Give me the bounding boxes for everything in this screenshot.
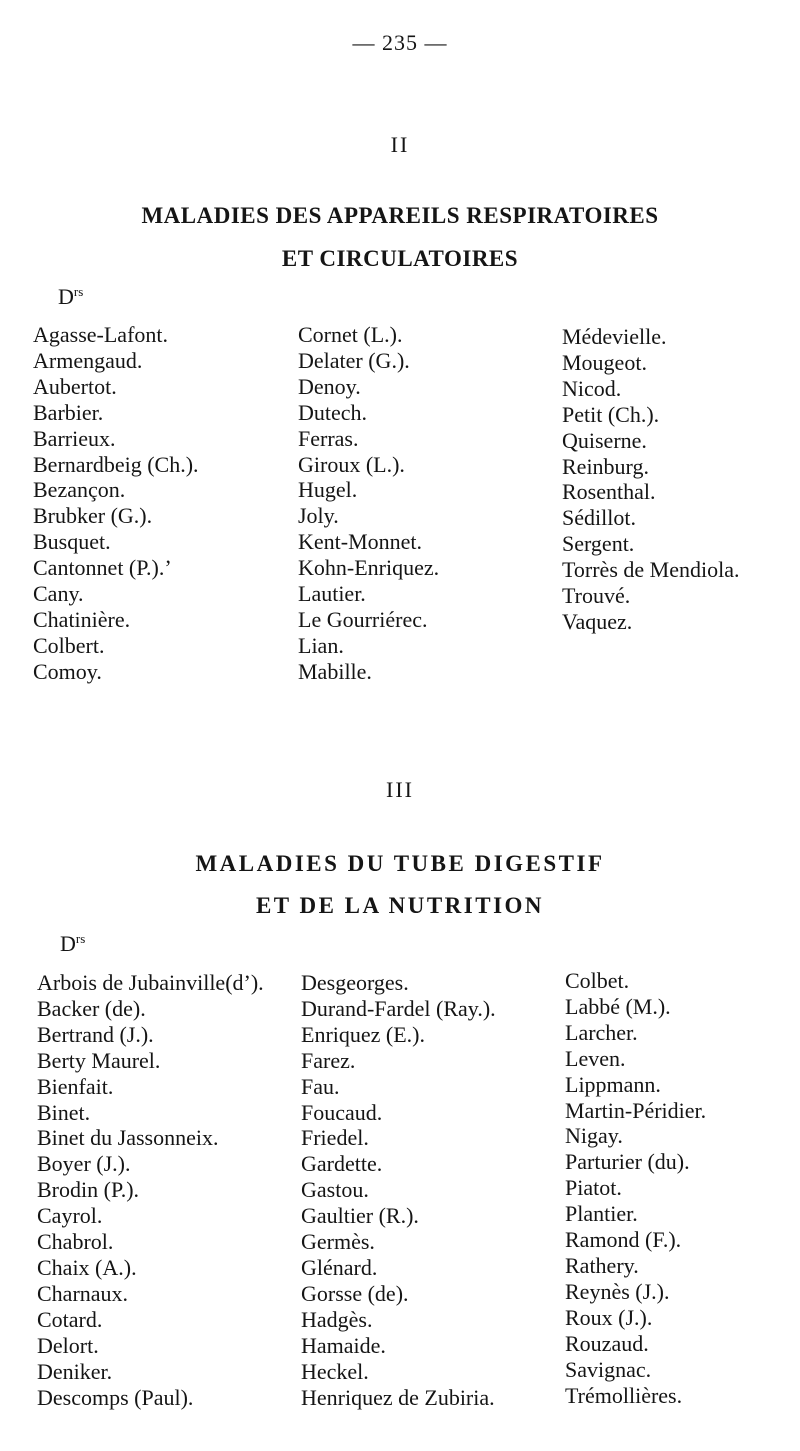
doctor-name: Agasse-Lafont. [33,322,169,347]
doctor-name: Trouvé. [562,583,631,609]
doctor-name: Hamaide. [301,1332,386,1358]
doctor-name: Roux (J.). [565,1304,653,1330]
doctor-name: Fau. [301,1073,340,1099]
doctors-label: $D^{rs}$ [60,931,86,956]
doctor-column-1 [37,970,264,1410]
doctors-label: $D^{rs}$ [58,284,84,309]
doctor-name: Rouzaud. [565,1330,649,1356]
doctor-name: Enriquez (E.). [301,1021,425,1047]
doctor-name: Glénard. [301,1254,378,1280]
doctor-name: Colbert. [33,632,105,658]
doctor-name: Torrès de Mendiola. [562,557,740,583]
doctor-name: Deniker. [37,1358,113,1384]
doctor-name: Durand-Fardel (Ray.). [301,995,496,1021]
doctor-name: Delort. [37,1332,99,1358]
doctor-name: Savignac. [565,1356,652,1382]
section-numeral: III [386,777,414,802]
doctor-name: Piatot. [565,1175,622,1201]
doctor-name: Rathery. [565,1252,639,1278]
doctor-name: Larcher. [565,1019,638,1045]
doctor-name: Ramond (F.). [565,1227,682,1253]
doctor-name: Cany. [33,581,84,607]
doctor-name: Berty Maurel. [37,1047,161,1073]
doctor-name: Cantonnet (P.).’ [33,555,172,581]
doctor-name: Desgeorges. [301,970,409,995]
doctor-name: Le Gourriérec. [298,606,428,632]
doctor-name: Dutech. [298,399,368,425]
doctor-name: Chatinière. [33,606,131,632]
section-title-line2: ET DE LA NUTRITION [255,893,545,918]
doctor-name: Delater (G.). [298,347,410,373]
doctor-name: Cornet (L.). [298,322,403,347]
doctor-name: Colbet. [565,968,630,993]
doctor-column-2 [301,970,496,1410]
doctor-name: Sédillot. [562,505,636,531]
doctor-name: Reinburg. [562,453,649,479]
doctor-name: Martin-Péridier. [565,1097,707,1123]
doctor-name: Lautier. [298,581,366,607]
doctor-name: Aubertot. [33,373,117,399]
doctor-name: Barrieux. [33,425,116,451]
doctor-name: Chaix (A.). [37,1254,137,1280]
doctor-name: Germès. [301,1229,375,1255]
doctor-name: Backer (de). [37,995,146,1021]
doctor-name: Denoy. [298,373,361,399]
doctor-name: Lippmann. [565,1071,661,1097]
doctor-name: Arbois de Jubainville(d’). [37,970,264,995]
doctor-name: Boyer (J.). [37,1151,131,1177]
doctor-name: Chabrol. [37,1229,114,1255]
doctor-name: Ferras. [298,425,359,451]
doctor-name: Kohn-Enriquez. [298,555,440,581]
doctor-name: Gastou. [301,1177,369,1203]
doctor-name: Bernardbeig (Ch.). [33,451,199,477]
doctor-name: Brubker (G.). [33,503,153,529]
doctor-name: Hadgès. [301,1306,373,1332]
doctor-name: Giroux (L.). [298,451,405,477]
doctor-name: Mabille. [298,658,372,684]
doctor-name: Médevielle. [562,324,667,349]
doctor-name: Trémollières. [565,1382,683,1408]
doctor-name: Comoy. [33,658,102,684]
doctor-name: Cotard. [37,1306,103,1332]
doctor-name: Bienfait. [37,1073,114,1099]
section-title-line2: ET CIRCULATOIRES [281,246,519,271]
doctor-name: Foucaud. [301,1099,383,1125]
doctor-name: Barbier. [33,399,104,425]
doctor-name: Vaquez. [562,608,633,634]
doctor-column-2 [298,322,439,685]
doctor-name: Sergent. [562,531,635,557]
doctor-name: Parturier (du). [565,1149,690,1175]
doctor-name: Busquet. [33,529,111,555]
doctor-column-1 [33,322,199,685]
doctor-name: Joly. [298,503,339,529]
doctor-name: Nicod. [562,375,622,401]
section-title-line1: MALADIES DU TUBE DIGESTIF [195,851,605,876]
doctor-name: Bezançon. [33,477,126,503]
doctor-name: Heckel. [301,1358,369,1384]
doctor-name: Petit (Ch.). [562,401,660,427]
doctor-name: Hugel. [298,477,358,503]
doctor-name: Armengaud. [33,347,143,373]
doctor-name: Brodin (P.). [37,1177,140,1203]
doctor-name: Binet. [37,1099,91,1125]
doctor-name: Mougeot. [562,349,647,375]
doctor-name: Reynès (J.). [565,1278,670,1304]
page-number: — 235 — [352,30,448,55]
section-numeral: II [390,132,410,157]
doctor-name: Gorsse (de). [301,1280,409,1306]
doctor-name: Gaultier (R.). [301,1203,419,1229]
doctor-column-3 [562,324,739,635]
doctor-name: Binet du Jassonneix. [37,1125,219,1151]
doctor-name: Rosenthal. [562,479,656,505]
doctor-name: Lian. [298,632,344,658]
doctor-name: Plantier. [565,1201,638,1227]
doctor-column-3 [565,968,706,1408]
doctor-name: Farez. [301,1047,356,1073]
doctor-name: Kent-Monnet. [298,529,423,555]
doctor-name: Descomps (Paul). [37,1384,194,1410]
doctor-name: Quiserne. [562,427,647,453]
doctor-name: Friedel. [301,1125,369,1151]
doctor-name: Leven. [565,1045,626,1071]
doctor-name: Charnaux. [37,1280,129,1306]
section-title-line1: MALADIES DES APPAREILS RESPIRATOIRES [141,203,659,228]
doctor-name: Henriquez de Zubiria. [301,1384,495,1410]
doctor-name: Cayrol. [37,1203,103,1229]
doctor-name: Labbé (M.). [565,993,671,1019]
doctor-name: Bertrand (J.). [37,1021,154,1047]
doctor-name: Nigay. [565,1123,623,1149]
doctor-name: Gardette. [301,1151,383,1177]
